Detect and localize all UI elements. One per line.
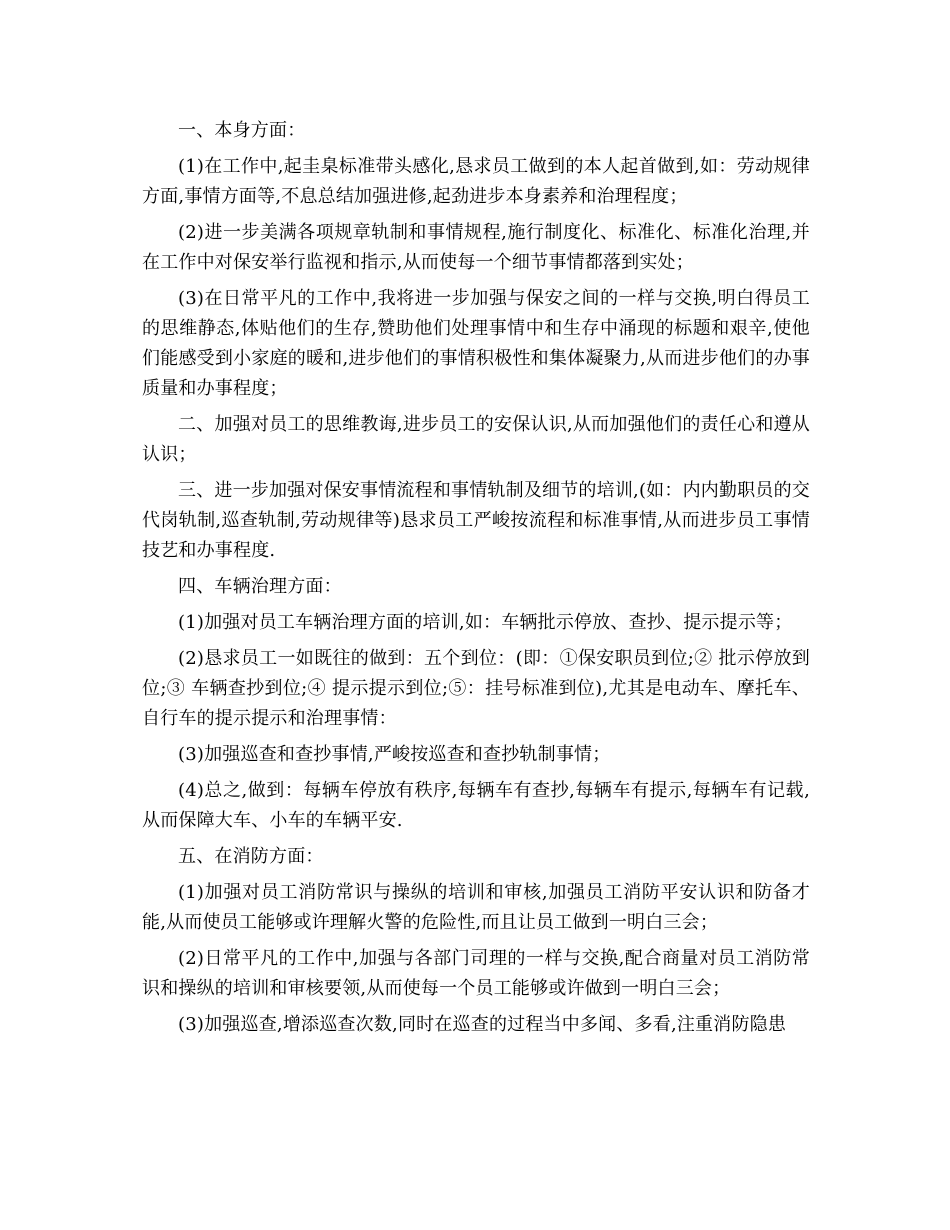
section-heading-vehicles: 四、车辆治理方面： bbox=[178, 576, 342, 597]
paragraph: (3)加强巡查,增添巡查次数,同时在巡查的过程当中多闻、多看,注重消防隐患 bbox=[178, 1014, 787, 1035]
paragraph: (3)在日常平凡的工作中,我将进一步加强与保安之间的一样与交换,明白得员工的思维静态,体贴他们的生存,赞助他们处理事情中和生存中涌现的标题和艰辛,使他们能感受到小家庭的暖和,进步他们的事情积极性和集体凝聚力,从而进步他们的办事质量和办事程度； bbox=[142, 288, 810, 399]
paragraph: (2)进一步美满各项规章轨制和事情规程,施行制度化、标准化、标准化治理,并在工作中对保安举行监视和指示,从而使每一个细节事情都落到实处； bbox=[142, 222, 810, 273]
section-heading-self: 一、本身方面： bbox=[178, 120, 306, 141]
section-heading-process: 三、进一步加强对保安事情流程和事情轨制及细节的培训,(如：内内勤职员的交代岗轨制,巡查轨制,劳动规律等)恳求员工严峻按流程和标准事情,从而进步员工事情技艺和办事程度. bbox=[142, 480, 810, 561]
paragraph: (4)总之,做到：每辆车停放有秩序,每辆车有查抄,每辆车有提示,每辆车有记载,从而保障大车、小车的车辆平安. bbox=[142, 780, 810, 831]
paragraph: (2)恳求员工一如既往的做到：五个到位：(即：①保安职员到位;② 批示停放到位;③ 车辆查抄到位;④ 提示提示到位;⑤：挂号标准到位),尤其是电动车、摩托车、自行车的提示提示和治理事情： bbox=[142, 648, 810, 729]
document-body bbox=[142, 116, 810, 1046]
paragraph: (1)在工作中,起圭臬标准带头感化,恳求员工做到的本人起首做到,如：劳动规律方面,事情方面等,不息总结加强进修,起劲进步本身素养和治理程度； bbox=[142, 156, 810, 207]
section-heading-fire: 五、在消防方面： bbox=[178, 846, 324, 867]
paragraph: (1)加强对员工消防常识与操纵的培训和审核,加强员工消防平安认识和防备才能,从而使员工能够或许理解火警的危险性,而且让员工做到一明白三会； bbox=[142, 882, 810, 933]
paragraph: (3)加强巡查和查抄事情,严峻按巡查和查抄轨制事情； bbox=[178, 744, 611, 765]
paragraph: (2)日常平凡的工作中,加强与各部门司理的一样与交换,配合商量对员工消防常识和操纵的培训和审核要领,从而使每一个员工能够或许做到一明白三会； bbox=[142, 948, 810, 999]
section-heading-training: 二、加强对员工的思维教诲,进步员工的安保认识,从而加强他们的责任心和遵从认识； bbox=[142, 414, 810, 465]
paragraph: (1)加强对员工车辆治理方面的培训,如：车辆批示停放、查抄、提示提示等； bbox=[178, 612, 793, 633]
